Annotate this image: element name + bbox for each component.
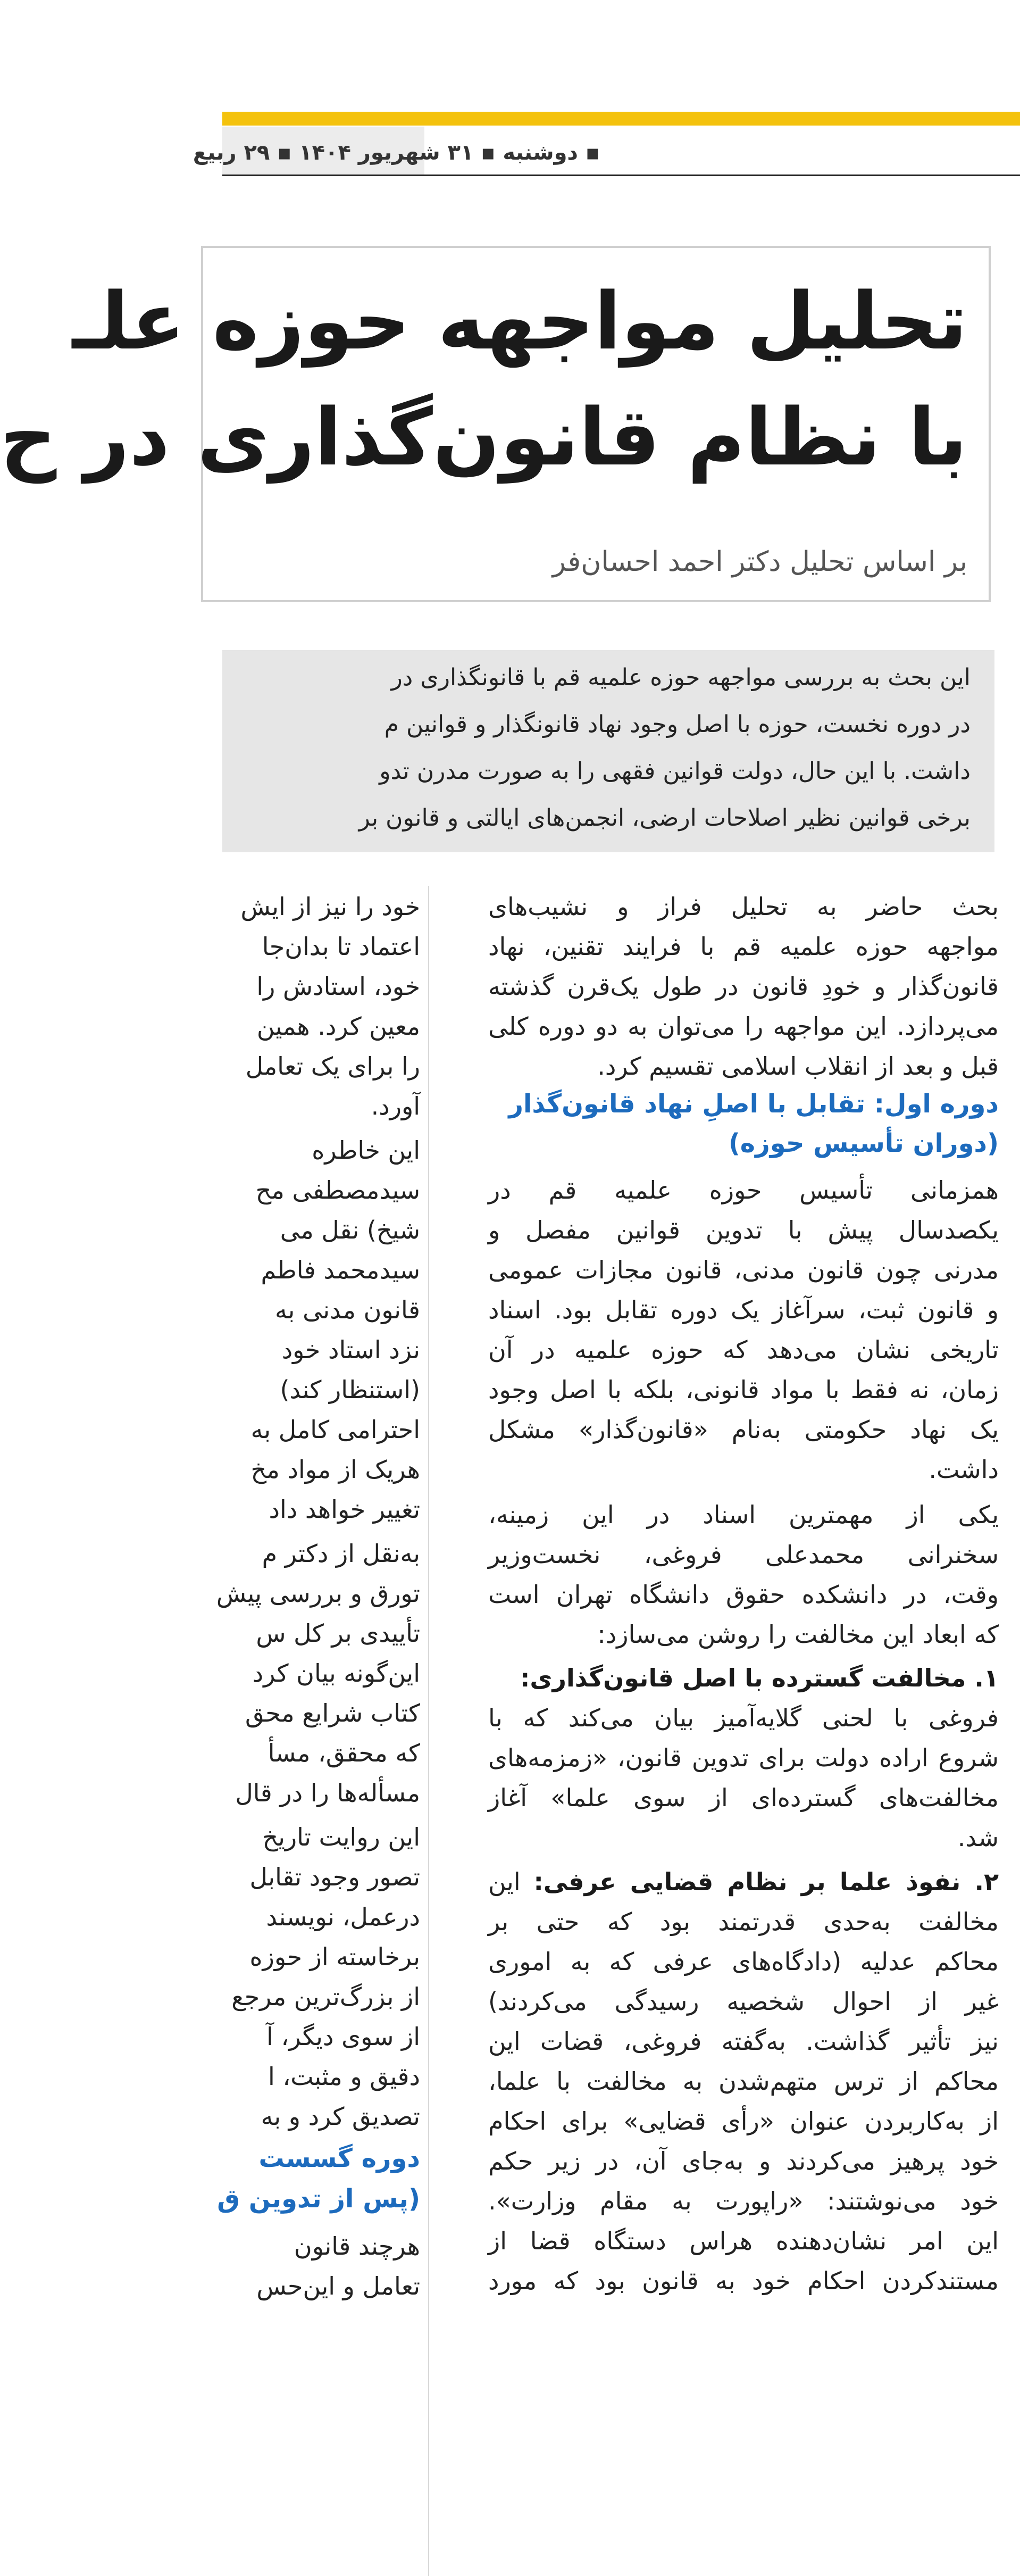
body-line: مخالفت‌های گسترده‌ای از سوی علما» آغاز: [488, 1783, 999, 1812]
body-line: این روایت تاریخ: [262, 1823, 420, 1851]
body-line: مسأله‌ها را در قال: [235, 1779, 420, 1807]
numbered-point-1-title: [488, 1664, 999, 1692]
body-line: تاریخی نشان می‌دهد که حوزه علمیه در آن: [488, 1335, 999, 1364]
top-color-bar: [222, 112, 1020, 126]
body-line: معین کرد. همین: [256, 1012, 420, 1041]
body-line: زمان، نه فقط با مواد قانونی، بلکه با اصل وجود: [488, 1375, 999, 1404]
body-line: که محقق، مسأ: [267, 1739, 420, 1767]
body-line: مخالفت به‌حدی قدرتمند بود که حتی بر: [488, 1907, 999, 1936]
body-line: محاکم عدلیه (دادگاه‌های عرفی که به اموری: [488, 1947, 999, 1976]
body-line: مواجهه حوزه علمیه قم با فرایند تقنین، نهاد: [488, 932, 999, 961]
section-heading-1-sub: (دوران تأسیس حوزه): [728, 1128, 999, 1158]
body-line: احترامی کامل به: [250, 1415, 420, 1444]
body-line: سخنرانی محمدعلی فروغی، نخست‌وزیر: [488, 1540, 999, 1569]
body-line: قانون مدنی به: [275, 1295, 420, 1324]
body-line: مستندکردن احکام خود به قانون بود که مورد: [488, 2266, 999, 2295]
body-line: این‌گونه بیان کرد: [252, 1659, 420, 1688]
body-line: خود، استادش را: [256, 972, 420, 1001]
body-line: یک نهاد حکومتی به‌نام «قانون‌گذار» مشکل: [488, 1415, 999, 1444]
byline: بر اساس تحلیل دکتر احمد احسان‌فر: [552, 546, 967, 578]
body-line: می‌پردازد. این مواجهه را می‌توان به دو دوره کلی: [488, 1012, 999, 1041]
body-line: درعمل، نویسند: [266, 1902, 420, 1931]
headline-line-2: با نظام قانون‌گذاری در ح: [0, 392, 967, 483]
body-line: تعامل و این‌حس: [256, 2272, 420, 2300]
section-heading-2-sub: (پس از تدوین ق: [217, 2184, 420, 2214]
body-line: از به‌کاربردن عنوان «رأی قضایی» برای احکام: [488, 2107, 999, 2135]
body-line: مدرنی چون قانون مدنی، قانون مجازات عمومی: [488, 1256, 999, 1284]
left-column: [216, 886, 420, 2576]
body-line: سیدمحمد فاطم: [261, 1256, 420, 1284]
section-heading-1: دوره اول: تقابل با اصلِ نهاد قانون‌گذار: [508, 1089, 999, 1119]
numbered-point-2-title: [488, 1867, 999, 1896]
body-line: کتاب شرایع محق: [245, 1699, 420, 1727]
body-line: فروغی با لحنی گلایه‌آمیز بیان می‌کند که با: [488, 1704, 999, 1732]
body-line: تغییر خواهد داد: [269, 1495, 420, 1524]
body-line: که ابعاد این مخالفت را روشن می‌سازد:: [597, 1620, 999, 1649]
headline-box: [0, 246, 991, 602]
lead-tail: این: [488, 1867, 521, 1896]
lead-line: این بحث به بررسی مواجهه حوزه علمیه قم با قانونگذاری در: [391, 664, 971, 691]
body-line: قانون‌گذار و خودِ قانون در طول یک‌قرن گذشته: [488, 972, 999, 1001]
body-line: این امر نشان‌دهنده هراس دستگاه قضا از: [488, 2226, 999, 2255]
body-line: تصدیق کرد و به: [261, 2102, 420, 2131]
lead-line: در دوره نخست، حوزه با اصل وجود نهاد قانونگذار و قوانین م: [384, 711, 971, 738]
lead-line: برخی قوانین نظیر اصلاحات ارضی، انجمن‌های ایالتی و قانون بر: [358, 804, 971, 832]
body-line: این خاطره: [312, 1136, 420, 1165]
main-column: [488, 886, 999, 2576]
body-line: شیخ) نقل می: [280, 1216, 420, 1244]
body-line: غیر از احوال شخصیه رسیدگی می‌کردند): [488, 1987, 999, 2016]
body-line: هریک از مواد مخ: [250, 1455, 420, 1484]
body-line: قبل و بعد از انقلاب اسلامی تقسیم کرد.: [597, 1052, 999, 1081]
body-line: از بزرگ‌ترین مرجع: [231, 1982, 420, 2011]
body-line: تصور وجود تقابل: [249, 1863, 420, 1891]
body-line: نیز تأثیر گذاشت. به‌گفته فروغی، قضات این: [488, 2027, 999, 2056]
body-line: را برای یک تعامل: [245, 1052, 420, 1081]
body-line: بحث حاضر به تحلیل فراز و نشیب‌های: [488, 892, 999, 921]
body-line: خود پرهیز می‌کردند و به‌جای آن، در زیر حکم: [488, 2147, 999, 2175]
column-divider: [428, 886, 429, 2576]
body-line: دقیق و مثبت، ا: [268, 2062, 420, 2091]
body-line: اعتماد تا بدان‌جا: [262, 932, 420, 961]
section-heading-2: دوره گسست: [258, 2143, 420, 2173]
lead-line: داشت. با این حال، دولت قوانین فقهی را به صورت مدرن تدو: [379, 758, 971, 785]
body-line: هرچند قانون: [294, 2232, 420, 2261]
body-line: وقت، در دانشکده حقوق دانشگاه تهران است: [488, 1580, 999, 1609]
body-line: آورد.: [371, 1092, 420, 1120]
body-line: یکی از مهمترین اسناد در این زمینه،: [488, 1500, 999, 1529]
body-line: همزمانی تأسیس حوزه علمیه قم در: [488, 1176, 999, 1204]
body-line: شد.: [957, 1823, 999, 1852]
body-line: خود را نیز از ایش: [240, 892, 420, 921]
body-line: به‌نقل از دکتر م: [262, 1539, 420, 1568]
issue-date: ▪ دوشنبه ▪ ۳۱ شهریور ۱۴۰۴ ▪ ۲۹ ربیع: [193, 140, 600, 165]
lead-word: ۲. نفوذ علما بر نظام قضایی عرفی:: [533, 1867, 999, 1896]
body-line: داشت.: [929, 1455, 999, 1484]
body-line: شروع اراده دولت برای تدوین قانون، «زمزمه‌های: [488, 1743, 999, 1772]
body-line: یکصدسال پیش با تدوین قوانین مفصل و: [488, 1216, 999, 1244]
body-line: تورق و بررسی پیش: [216, 1579, 420, 1608]
body-line: محاکم از ترس متهم‌شدن به مخالفت با علما،: [488, 2067, 999, 2096]
lead-word: ۱. مخالفت گسترده با اصل قانون‌گذاری:: [520, 1664, 999, 1692]
body-line: تأییدی بر کل س: [256, 1619, 420, 1648]
body-line: از سوی دیگر، آ: [266, 2022, 420, 2051]
body-line: (استنظار کند): [280, 1375, 420, 1404]
body-line: خود می‌نوشتند: «راپورت به مقام وزارت».: [488, 2187, 999, 2215]
body-line: نزد استاد خود: [281, 1335, 420, 1364]
headline-line-1: تحلیل مواجهه حوزه علـ: [72, 276, 967, 367]
lead-summary-box: [222, 650, 994, 852]
body-line: برخاسته از حوزه: [249, 1942, 420, 1971]
dateline-bar: [193, 127, 1020, 176]
body-line: سیدمصطفی مح: [255, 1176, 420, 1204]
body-line: و قانون ثبت، سرآغاز یک دوره تقابل بود. اسناد: [488, 1295, 999, 1324]
